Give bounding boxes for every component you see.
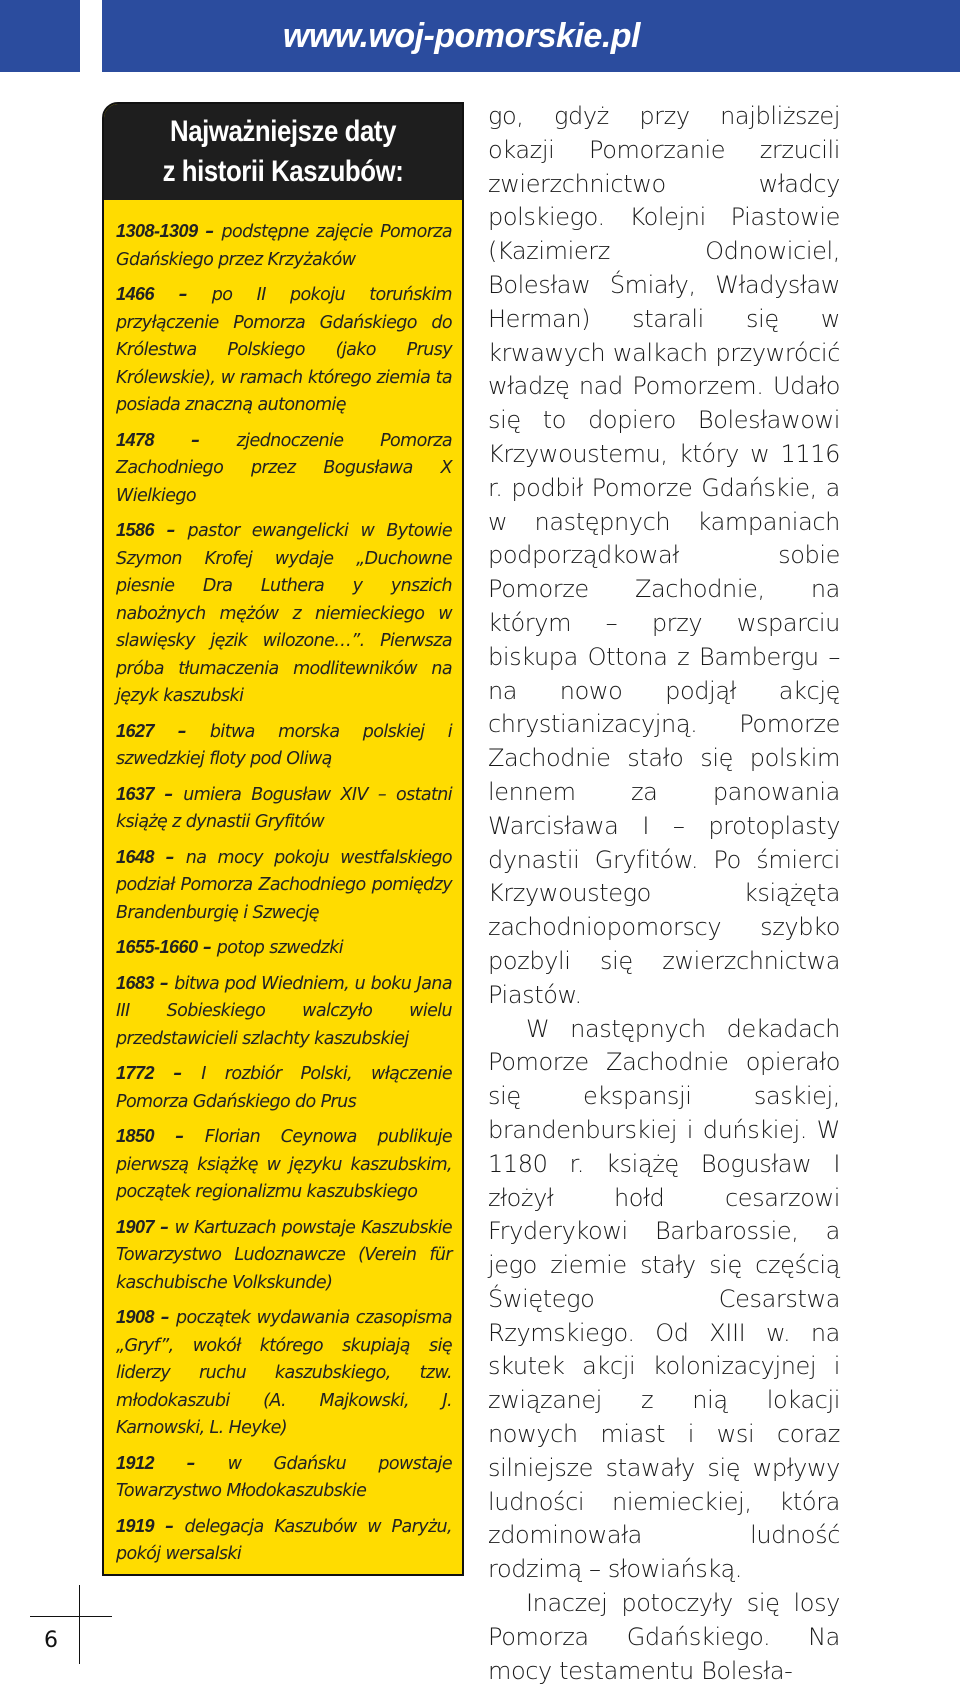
main-text-column — [488, 100, 840, 1688]
entry-year: 1648 — [116, 846, 155, 867]
timeline-entry: 1627 – bitwa morska polskiej i szwedzkiej floty pod Oliwą — [116, 720, 452, 769]
entry-text: potop szwedzki — [216, 938, 344, 958]
entry-text: I rozbiór Polski, włączenie Pomorza Gdańskiego do Prus — [116, 1064, 452, 1112]
entry-year: 1478 — [116, 429, 155, 450]
timeline-entry: 1637 – umiera Bogusław XIV – ostatni książę z dynastii Gryfitów — [116, 783, 452, 832]
entry-text: po II pokoju toruńskim przyłączenie Pomorza Gdańskiego do Królestwa Polskiego (jako Prusy Królewskie), w ramach którego ziemia ta posiada znaczną autonomię — [116, 285, 453, 415]
entry-year: 1908 — [116, 1307, 155, 1327]
entry-year: 1912 — [116, 1452, 155, 1473]
timeline-entry: 1912 – w Gdańsku powstaje Towarzystwo Młodokaszubskie — [116, 1452, 452, 1501]
sidebar-title-line1: Najważniejsze daty — [170, 115, 396, 148]
entry-year: 1655-1660 — [116, 937, 198, 957]
entry-text: bitwa morska polskiej i szwedzkiej floty pod Oliwą — [116, 721, 452, 769]
timeline-entry: 1908 – początek wydawania czasopisma „Gryf”, wokół którego skupiają się liderzy ruchu kaszubskiego, tzw. młodokaszubi (A. Majkowski, J. Karnowski, L. Heyke) — [116, 1307, 453, 1438]
timeline-entry: 1655-1660 – potop szwedzki — [116, 937, 344, 958]
entry-text: bitwa pod Wiedniem, u boku Jana III Sobieskiego walczyło wielu przedstawicieli szlachty kaszubskiej — [116, 973, 452, 1049]
entry-text: umiera Bogusław XIV – ostatni książę z dynastii Gryfitów — [116, 784, 452, 832]
header-bar — [102, 0, 960, 72]
entry-year: 1466 — [116, 284, 155, 304]
entry-text: delegacja Kaszubów w Paryżu, pokój wersalski — [116, 1516, 453, 1564]
entry-text: początek wydawania czasopisma „Gryf”, wokół którego skupiają się liderzy ruchu kaszubskiego, tzw. młodokaszubi (A. Majkowski, J. Karnowski, L. Heyke) — [116, 1308, 453, 1438]
timeline-entries — [104, 200, 462, 1569]
entry-year: 1772 — [116, 1063, 155, 1083]
sidebar-title-line2: z historii Kaszubów: — [162, 155, 404, 188]
crop-mark-vertical — [79, 1585, 80, 1664]
entry-text: na mocy pokoju westfalskiego podział Pomorza Zachodniego pomiędzy Brandenburgię i Szwecję — [116, 847, 453, 923]
entry-text: w Gdańsku powstaje Towarzystwo Młodokaszubskie — [116, 1453, 452, 1501]
sidebar-header — [104, 104, 462, 200]
entry-text: podstępne zajęcie Pomorza Gdańskiego przez Krzyżaków — [116, 222, 452, 270]
timeline-entry: 1648 – na mocy pokoju westfalskiego podział Pomorza Zachodniego pomiędzy Brandenburgię i Szwecję — [116, 846, 453, 923]
entry-text: Florian Ceynowa publikuje pierwszą książkę w języku kaszubskim, początek regionalizmu kaszubskiego — [116, 1127, 453, 1202]
crop-mark-horizontal — [30, 1616, 112, 1617]
timeline-entry: 1466 – po II pokoju toruńskim przyłączenie Pomorza Gdańskiego do Królestwa Polskiego (jako Prusy Królewskie), w ramach którego ziemia ta posiada znaczną autonomię — [116, 284, 453, 415]
timeline-entry: 1478 – zjednoczenie Pomorza Zachodniego przez Bogusława X Wielkiego — [116, 429, 452, 506]
body-paragraph: go, gdyż przy najbliższej okazji Pomorzanie zrzucili zwierzchnictwo władcy polskiego. Kolejni Piastowie (Kazimierz Odnowiciel, Bolesław Śmiały, Władysław Herman) starali się w krwawych walkach przywrócić władzę nad Pomorzem. Udało się to dopiero Bolesławowi Krzywoustemu, który w 1116 r. podbił Pomorze Gdańskie, a w następnych kampaniach podporządkował sobie Pomorze Zachodnie, na którym – przy wsparciu biskupa Ottona z Bambergu – na nowo podjął akcję chrystianizacyjną. Pomorze Zachodnie stało się polskim lennem za panowania Warcisława I – protoplasty dynastii Gryfitów. Po śmierci Krzywoustego książęta zachodniopomorscy szybko pozbyli się zwierzchnictwa Piastów. — [488, 102, 840, 1009]
header-bar-left — [0, 0, 80, 72]
timeline-entry: 1308-1309 – podstępne zajęcie Pomorza Gdańskiego przez Krzyżaków — [116, 221, 452, 270]
entry-text: zjednoczenie Pomorza Zachodniego przez Bogusława X Wielkiego — [116, 430, 452, 506]
entry-year: 1586 — [116, 520, 155, 540]
entry-text: w Kartuzach powstaje Kaszubskie Towarzystwo Ludoznawcze (Verein für kaschubische Volkskunde) — [116, 1217, 452, 1293]
entry-year: 1308-1309 — [116, 221, 198, 241]
entry-year: 1919 — [116, 1515, 155, 1536]
dates-sidebar — [102, 102, 464, 1576]
entry-text: pastor ewangelicki w Bytowie Szymon Krofej wydaje „Duchowne piesnie Dra Luthera y ynszich nabożnych mężów z niemieckiego w slawięsky jęzik wilozone…”. Pierwsza próba tłumaczenia modlitewników na język kaszubski — [116, 521, 452, 706]
timeline-entry: 1683 – bitwa pod Wiedniem, u boku Jana III Sobieskiego walczyło wielu przedstawicieli szlachty kaszubskiej — [116, 972, 452, 1049]
entry-year: 1637 — [116, 783, 155, 804]
page-number: 6 — [44, 1628, 58, 1653]
header-url[interactable]: www.woj-pomorskie.pl — [282, 17, 640, 55]
timeline-entry: 1919 – delegacja Kaszubów w Paryżu, pokój wersalski — [116, 1515, 453, 1564]
entry-year: 1907 — [116, 1216, 155, 1237]
timeline-entry: 1850 – Florian Ceynowa publikuje pierwszą książkę w języku kaszubskim, początek regionalizmu kaszubskiego — [116, 1126, 453, 1202]
timeline-entry: 1772 – I rozbiór Polski, włączenie Pomorza Gdańskiego do Prus — [116, 1063, 452, 1112]
body-paragraph: Inaczej potoczyły się losy Pomorza Gdańskiego. Na mocy testamentu Bolesła- — [488, 1589, 840, 1685]
timeline-entry: 1586 – pastor ewangelicki w Bytowie Szymon Krofej wydaje „Duchowne piesnie Dra Luthera y ynszich nabożnych mężów z niemieckiego w slawięsky jęzik wilozone…”. Pierwsza próba tłumaczenia modlitewników na język kaszubski — [116, 520, 452, 706]
entry-year: 1683 — [116, 972, 155, 993]
body-paragraph: W następnych dekadach Pomorze Zachodnie opierało się ekspansji saskiej, brandenburskiej i duńskiej. W 1180 r. książę Bogusław I złożył hołd cesarzowi Fryderykowi Barbarossie, a jego ziemie stały się częścią Świętego Cesarstwa Rzymskiego. Od XIII w. na skutek akcji kolonizacyjnej i związanej z nią lokacji nowych miast i wsi coraz silniejsze stawały się wpływy ludności niemieckiej, która zdominowała ludność rodzimą – słowiańską. — [488, 1014, 840, 1584]
entry-year: 1627 — [116, 720, 155, 741]
timeline-entry: 1907 – w Kartuzach powstaje Kaszubskie Towarzystwo Ludoznawcze (Verein für kaschubische Volkskunde) — [116, 1216, 452, 1293]
entry-year: 1850 — [116, 1126, 155, 1146]
